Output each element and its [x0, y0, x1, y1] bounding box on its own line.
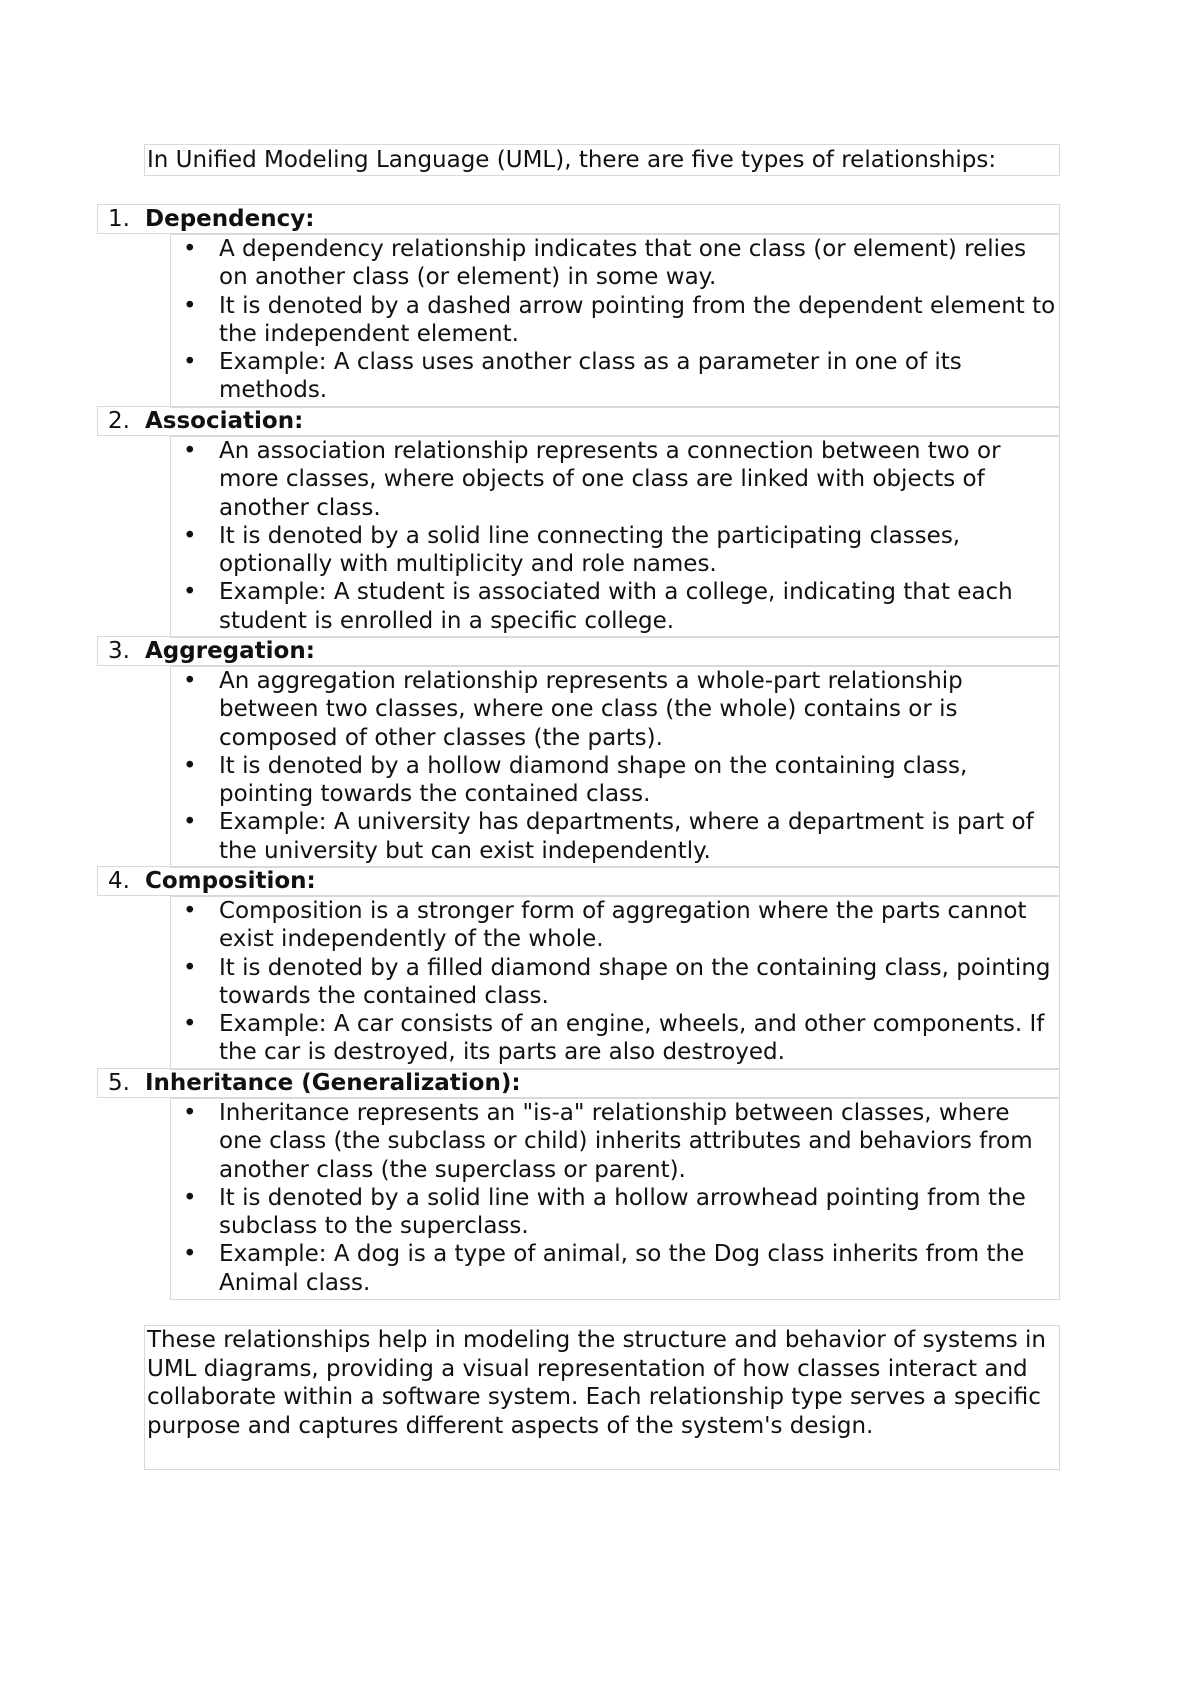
closing-paragraph: These relationships help in modeling the structure and behavior of systems in UML diagrams, providing a visual representation of how classes interact and collaborate within a software system. Each relationship type serves a specific purpose and captures different aspects of the system's design.	[144, 1325, 1060, 1470]
bullet-item: • Example: A car consists of an engine, wheels, and other components. If the car is destroyed, its parts are also destroyed.	[171, 1010, 1059, 1067]
section-heading-dependency	[97, 204, 1060, 234]
bullet-list-dependency	[170, 234, 1060, 408]
bullet-item: • It is denoted by a solid line connecting the participating classes, optionally with multiplicity and role names.	[171, 522, 1059, 579]
section-heading-aggregation	[97, 636, 1060, 666]
bullet-item: • Example: A student is associated with a college, indicating that each student is enrolled in a specific college.	[171, 578, 1059, 635]
intro-paragraph: In Unified Modeling Language (UML), there are five types of relationships:	[144, 144, 1060, 176]
bullet-item: • It is denoted by a hollow diamond shape on the containing class, pointing towards the contained class.	[171, 752, 1059, 809]
section-number: 4.	[108, 868, 130, 894]
section-title: Composition:	[145, 868, 316, 894]
section-heading-inheritance	[97, 1068, 1060, 1098]
section-title: Inheritance (Generalization):	[145, 1070, 521, 1096]
section-number: 2.	[108, 408, 130, 434]
section-title: Aggregation:	[145, 638, 315, 664]
bullet-list-composition	[170, 896, 1060, 1070]
section-number: 1.	[108, 206, 130, 232]
bullet-item: • An aggregation relationship represents a whole-part relationship between two classes, where one class (the whole) contains or is composed of other classes (the parts).	[171, 667, 1059, 752]
bullet-item: • It is denoted by a dashed arrow pointing from the dependent element to the independent element.	[171, 292, 1059, 349]
bullet-item: • It is denoted by a filled diamond shape on the containing class, pointing towards the contained class.	[171, 954, 1059, 1011]
bullet-item: • Example: A dog is a type of animal, so the Dog class inherits from the Animal class.	[171, 1240, 1059, 1297]
bullet-item: • An association relationship represents a connection between two or more classes, where objects of one class are linked with objects of another class.	[171, 437, 1059, 522]
bullet-list-association	[170, 436, 1060, 638]
bullet-item: • A dependency relationship indicates that one class (or element) relies on another class (or element) in some way.	[171, 235, 1059, 292]
bullet-list-inheritance	[170, 1098, 1060, 1300]
bullet-list-aggregation	[170, 666, 1060, 868]
section-title: Association:	[145, 408, 304, 434]
section-number: 5.	[108, 1070, 130, 1096]
bullet-item: • Composition is a stronger form of aggregation where the parts cannot exist independently of the whole.	[171, 897, 1059, 954]
bullet-item: • Example: A university has departments, where a department is part of the university but can exist independently.	[171, 808, 1059, 865]
section-number: 3.	[108, 638, 130, 664]
section-heading-composition	[97, 866, 1060, 896]
bullet-item: • Inheritance represents an "is-a" relationship between classes, where one class (the subclass or child) inherits attributes and behaviors from another class (the superclass or parent).	[171, 1099, 1059, 1184]
section-title: Dependency:	[145, 206, 315, 232]
section-heading-association	[97, 406, 1060, 436]
bullet-item: • It is denoted by a solid line with a hollow arrowhead pointing from the subclass to the superclass.	[171, 1184, 1059, 1241]
bullet-item: • Example: A class uses another class as a parameter in one of its methods.	[171, 348, 1059, 405]
